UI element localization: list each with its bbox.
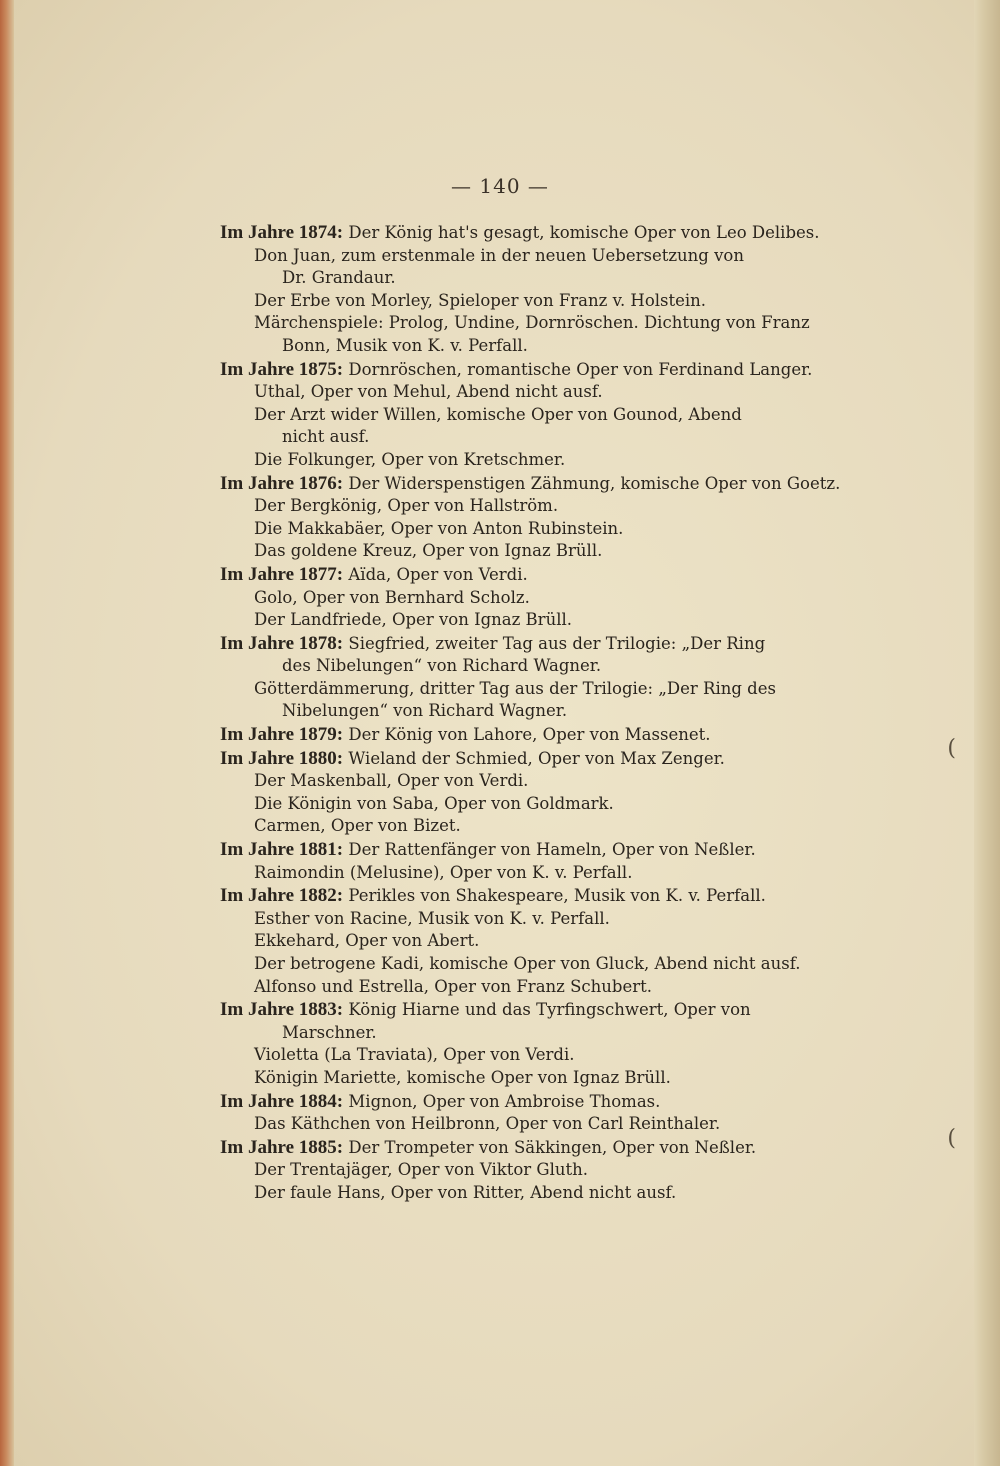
opera-text: Märchenspiele: Prolog, Undine, Dornröschen. Dichtung von Franz: [254, 313, 810, 333]
entry-line: [220, 953, 860, 976]
opera-text: Ekkehard, Oper von Abert.: [254, 931, 480, 951]
opera-text: Dornröschen, romantische Oper von Ferdinand Langer.: [348, 359, 813, 379]
year-entry: [220, 564, 860, 632]
year-label: Im Jahre 1882:: [220, 885, 344, 907]
book-spine-edge: [0, 0, 14, 1466]
opera-text: nicht ausf.: [282, 427, 370, 447]
year-label: Im Jahre 1884:: [220, 1090, 344, 1112]
year-entry: [220, 633, 860, 723]
year-label: Im Jahre 1874:: [220, 222, 344, 243]
opera-text: Siegfried, zweiter Tag aus der Trilogie: „Der Ring: [348, 633, 766, 653]
opera-text: Golo, Oper von Bernhard Scholz.: [254, 587, 530, 607]
opera-text: Violetta (La Traviata), Oper von Verdi.: [254, 1045, 575, 1065]
year-label: Im Jahre 1880:: [220, 747, 344, 769]
opera-text: Wieland der Schmied, Oper von Max Zenger.: [348, 748, 725, 768]
opera-text: Marschner.: [282, 1022, 377, 1042]
year-entry: [220, 1091, 860, 1136]
year-entry: [220, 885, 860, 998]
year-label: Im Jahre 1875:: [220, 358, 344, 380]
entry-line: [220, 930, 860, 953]
entry-line: [220, 540, 860, 563]
year-entry: [220, 1137, 860, 1205]
entry-first-line: [220, 1091, 860, 1114]
year-label: Im Jahre 1881:: [220, 839, 344, 861]
opera-text: des Nibelungen“ von Richard Wagner.: [282, 656, 602, 676]
entry-first-line: [220, 724, 860, 747]
year-entry: [220, 222, 860, 358]
entry-line: [220, 815, 860, 838]
entry-first-line: [220, 748, 860, 771]
year-entry: [220, 999, 860, 1089]
opera-text: Der faule Hans, Oper von Ritter, Abend nicht ausf.: [254, 1182, 677, 1202]
opera-text: Das goldene Kreuz, Oper von Ignaz Brüll.: [254, 541, 603, 561]
entry-first-line: [220, 564, 860, 587]
opera-text: Uthal, Oper von Mehul, Abend nicht ausf.: [254, 382, 603, 402]
repertoire-list: [220, 222, 860, 1205]
year-entry: [220, 359, 860, 472]
opera-text: Carmen, Oper von Bizet.: [254, 816, 461, 836]
opera-text: Bonn, Musik von K. v. Perfall.: [282, 335, 528, 355]
year-entry: [220, 839, 860, 884]
entry-first-line: [220, 839, 860, 862]
year-entry: [220, 724, 860, 747]
entry-first-line: [220, 633, 860, 656]
opera-text: Das Käthchen von Heilbronn, Oper von Carl Reinthaler.: [254, 1114, 721, 1134]
entry-line: [220, 245, 860, 268]
entry-line: [220, 495, 860, 518]
entry-line: [220, 862, 860, 885]
opera-text: Der Bergkönig, Oper von Hallström.: [254, 496, 559, 516]
opera-text: Nibelungen“ von Richard Wagner.: [282, 701, 568, 721]
opera-text: Dr. Grandaur.: [282, 268, 396, 288]
opera-text: Der Rattenfänger von Hameln, Oper von Neßler.: [348, 840, 756, 860]
opera-text: Der Arzt wider Willen, komische Oper von Gounod, Abend: [254, 404, 742, 424]
page-number: — 140 —: [451, 174, 549, 198]
entry-line: [220, 426, 860, 449]
opera-text: Don Juan, zum erstenmale in der neuen Uebersetzung von: [254, 245, 744, 265]
entry-line: [220, 1182, 860, 1205]
entry-line: [220, 678, 860, 701]
entry-line: [220, 1067, 860, 1090]
entry-line: [220, 335, 860, 358]
margin-mark: (: [947, 736, 956, 761]
entry-line: [220, 312, 860, 335]
year-label: Im Jahre 1885:: [220, 1136, 344, 1158]
opera-text: Der Widerspenstigen Zähmung, komische Oper von Goetz.: [348, 473, 841, 493]
year-entry: [220, 748, 860, 838]
year-label: Im Jahre 1877:: [220, 563, 344, 585]
entry-line: [220, 1159, 860, 1182]
entry-first-line: [220, 1137, 860, 1160]
opera-text: Der Landfriede, Oper von Ignaz Brüll.: [254, 610, 572, 630]
opera-text: Königin Mariette, komische Oper von Ignaz Brüll.: [254, 1067, 671, 1087]
opera-text: Die Folkunger, Oper von Kretschmer.: [254, 449, 566, 469]
opera-text: Raimondin (Melusine), Oper von K. v. Perfall.: [254, 862, 633, 882]
entry-line: [220, 267, 860, 290]
entry-line: [220, 404, 860, 427]
year-label: Im Jahre 1879:: [220, 724, 344, 746]
opera-text: Die Königin von Saba, Oper von Goldmark.: [254, 793, 614, 813]
page-right-edge: [974, 0, 1000, 1466]
opera-text: Esther von Racine, Musik von K. v. Perfall.: [254, 908, 610, 928]
opera-text: Der König von Lahore, Oper von Massenet.: [348, 725, 711, 745]
opera-text: Götterdämmerung, dritter Tag aus der Trilogie: „Der Ring des: [254, 678, 776, 698]
entry-line: [220, 518, 860, 541]
entry-first-line: [220, 222, 860, 245]
opera-text: Der Trentajäger, Oper von Viktor Gluth.: [254, 1160, 589, 1180]
margin-mark: (: [947, 1126, 956, 1151]
entry-line: [220, 793, 860, 816]
opera-text: Aïda, Oper von Verdi.: [348, 564, 528, 584]
entry-line: [220, 609, 860, 632]
entry-line: [220, 1113, 860, 1136]
opera-text: Der betrogene Kadi, komische Oper von Gluck, Abend nicht ausf.: [254, 954, 801, 973]
year-label: Im Jahre 1878:: [220, 632, 344, 654]
entry-line: [220, 1022, 860, 1045]
opera-text: Perikles von Shakespeare, Musik von K. v. Perfall.: [348, 886, 766, 906]
opera-text: Die Makkabäer, Oper von Anton Rubinstein.: [254, 518, 624, 538]
opera-text: Alfonso und Estrella, Oper von Franz Schubert.: [254, 976, 652, 996]
entry-first-line: [220, 473, 860, 496]
entry-line: [220, 290, 860, 313]
opera-text: Mignon, Oper von Ambroise Thomas.: [348, 1091, 661, 1111]
entry-line: [220, 655, 860, 678]
opera-text: Der König hat's gesagt, komische Oper von Leo Delibes.: [348, 223, 820, 242]
entry-first-line: [220, 359, 860, 382]
entry-line: [220, 381, 860, 404]
opera-text: Der Erbe von Morley, Spieloper von Franz v. Holstein.: [254, 290, 707, 310]
entry-line: [220, 976, 860, 999]
entry-first-line: [220, 885, 860, 908]
opera-text: Der Trompeter von Säkkingen, Oper von Neßler.: [348, 1137, 757, 1157]
opera-text: Der Maskenball, Oper von Verdi.: [254, 771, 529, 791]
entry-line: [220, 770, 860, 793]
entry-line: [220, 1044, 860, 1067]
year-label: Im Jahre 1876:: [220, 472, 344, 494]
entry-line: [220, 700, 860, 723]
entry-line: [220, 449, 860, 472]
year-label: Im Jahre 1883:: [220, 999, 344, 1021]
entry-line: [220, 908, 860, 931]
entry-first-line: [220, 999, 860, 1022]
entry-line: [220, 587, 860, 610]
opera-text: König Hiarne und das Tyrfingschwert, Oper von: [348, 1000, 751, 1020]
year-entry: [220, 473, 860, 563]
